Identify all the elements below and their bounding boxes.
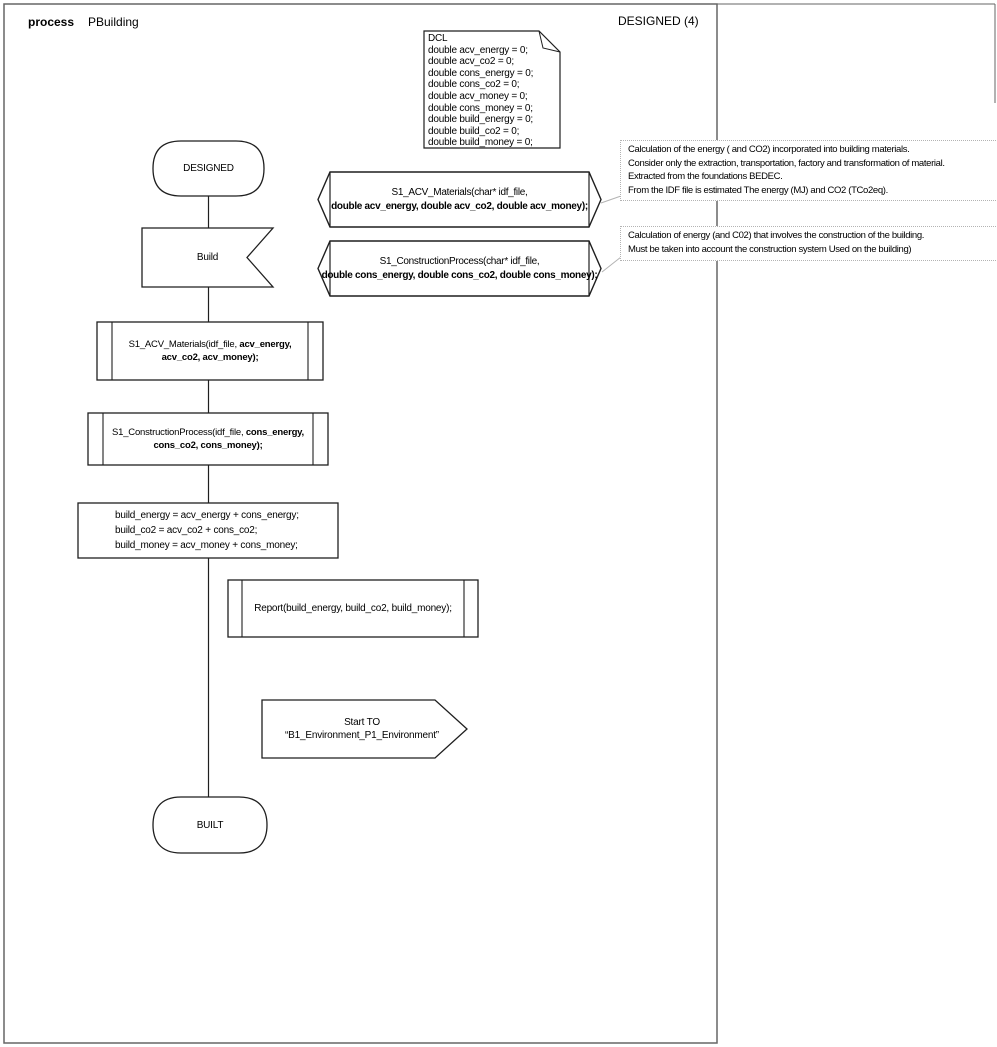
dcl-line: double cons_money = 0; [428, 102, 533, 114]
procedure-decl-1-label [316, 172, 603, 227]
page-ref-label: DESIGNED (4) [618, 14, 699, 28]
comment-line: From the IDF file is estimated The energy (MJ) and CO2 (TCo2eq). [628, 184, 888, 196]
comment-line: Extracted from the foundations BEDEC. [628, 171, 783, 182]
decl-line: double acv_energy, double acv_co2, double acv_money); [331, 200, 588, 212]
comment-line: Calculation of energy (and C02) that involves the construction of the building. [628, 230, 925, 241]
comment-box-2 [620, 226, 997, 261]
procedure-call-1-label [97, 322, 323, 380]
decl-line: double cons_energy, double cons_co2, double cons_money); [321, 269, 598, 281]
dcl-line: double build_energy = 0; [428, 114, 534, 126]
dcl-line: double acv_money = 0; [428, 90, 528, 102]
call-name: S1_ConstructionProcess(idf_file, [111, 426, 246, 438]
dcl-line: double cons_co2 = 0; [428, 79, 520, 91]
process-kind-label: process [28, 15, 75, 29]
dcl-line: double acv_co2 = 0; [428, 56, 514, 68]
dcl-line: DCL [428, 33, 448, 44]
call-args: acv_energy, [239, 338, 292, 350]
call-line: cons_co2, cons_money); [153, 440, 263, 451]
dcl-line: double acv_energy = 0; [428, 44, 528, 56]
dcl-note-text [428, 33, 558, 149]
start-state-label: DESIGNED [183, 163, 234, 174]
procedure-call-2-label [88, 413, 328, 465]
output-line: “B1_Environment_P1_Environment” [285, 730, 439, 741]
call-line [129, 338, 292, 352]
comment-line: Consider only the extraction, transportation, factory and transformation of material. [628, 157, 945, 169]
decl-line: S1_ACV_Materials(char* idf_file, [391, 187, 528, 198]
procedure-call-report-label: Report(build_energy, build_co2, build_money); [254, 603, 452, 614]
call-args: cons_energy, [245, 426, 304, 438]
output-line: Start TO [344, 717, 380, 728]
assign-line: build_energy = acv_energy + cons_energy; [115, 510, 299, 521]
comment-line: Calculation of the energy ( and CO2) incorporated into building materials. [628, 144, 910, 155]
process-name-label: PBuilding [88, 15, 139, 29]
comment-box-1 [620, 140, 997, 201]
comment-connector-2 [602, 257, 621, 272]
comment-connector-1 [601, 196, 621, 203]
dcl-line: double build_money = 0; [428, 137, 533, 149]
comment-1-text [628, 143, 945, 197]
dcl-line: double cons_energy = 0; [428, 67, 534, 79]
call-line: acv_co2, acv_money); [161, 352, 259, 363]
comment-2-text [628, 229, 924, 256]
call-line [112, 426, 304, 440]
output-signal-label [262, 700, 462, 758]
decl-line: S1_ConstructionProcess(char* idf_file, [379, 256, 540, 267]
comment-line: Must be taken into account the construction system Used on the building) [628, 243, 912, 255]
end-state-label: BUILT [196, 819, 224, 831]
dcl-line: double build_co2 = 0; [428, 125, 520, 137]
task-label [115, 505, 338, 556]
procedure-decl-2-label [316, 241, 603, 296]
input-signal-label: Build [196, 252, 219, 263]
call-name: S1_ACV_Materials(idf_file, [128, 338, 240, 350]
assign-line: build_money = acv_money + cons_money; [115, 540, 298, 551]
assign-line: build_co2 = acv_co2 + cons_co2; [115, 525, 258, 536]
